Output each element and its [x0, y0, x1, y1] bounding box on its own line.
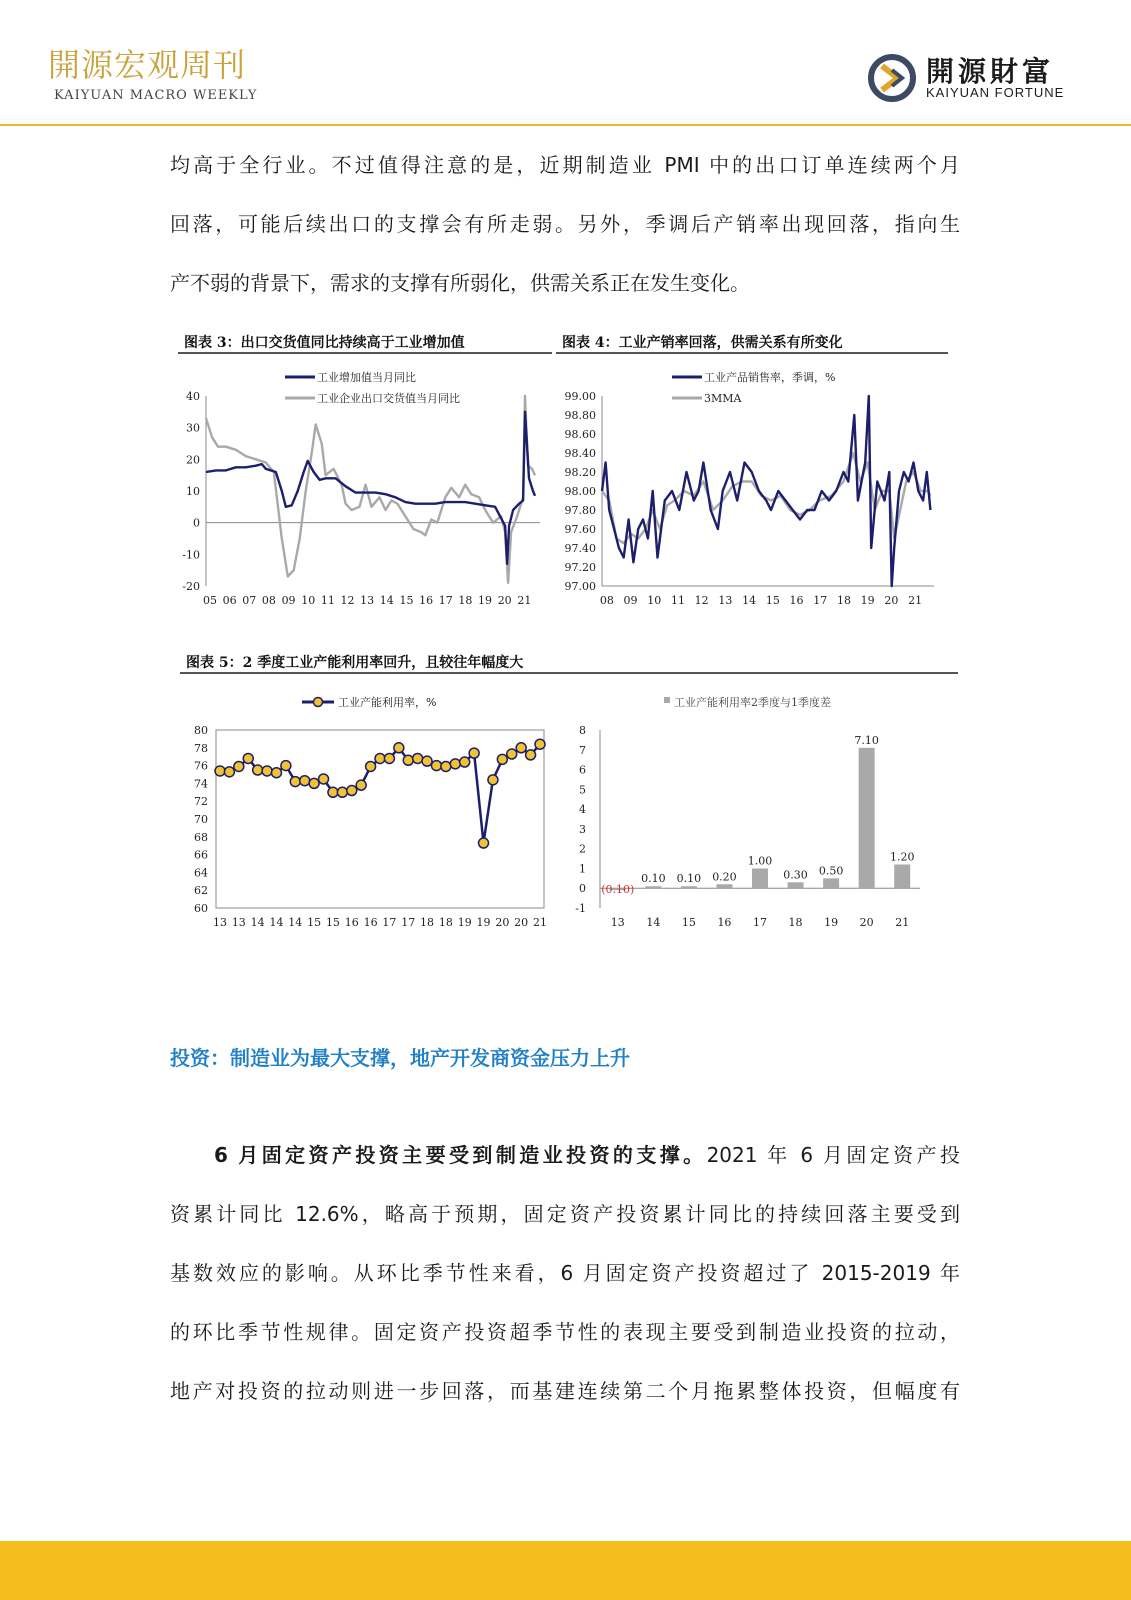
series-point	[535, 739, 545, 749]
fig5-left-chart	[180, 680, 550, 940]
x-tick-label: 14	[646, 916, 661, 929]
x-tick-label: 13	[231, 916, 246, 929]
x-tick-label: 18	[420, 916, 435, 929]
series-point	[479, 838, 489, 848]
x-tick-label: 21	[908, 594, 923, 607]
y-tick-label: 8	[579, 724, 586, 737]
bar-value-label: 7.10	[854, 733, 879, 747]
bar	[681, 886, 697, 888]
x-tick-label: 17	[401, 916, 416, 929]
fig4-chart	[556, 360, 948, 620]
x-tick-label: 16	[789, 594, 804, 607]
fig5-rule	[180, 672, 958, 674]
body-line: 基数效应的影响。从环比季节性来看，6 月固定资产投资超过了 2015-2019 年	[170, 1261, 960, 1285]
y-tick-label: 30	[186, 421, 200, 435]
x-tick-label: 15	[765, 594, 780, 607]
series-point	[243, 753, 253, 763]
x-tick-label: 21	[895, 916, 910, 929]
series-point	[309, 778, 319, 788]
x-tick-label: 05	[202, 594, 217, 607]
y-tick-label: 80	[194, 724, 208, 737]
bar	[716, 884, 732, 888]
y-tick-label: -1	[575, 902, 586, 915]
x-tick-label: 14	[379, 594, 394, 607]
intro-line: 产不弱的背景下，需求的支撑有所弱化，供需关系正在发生变化。	[170, 271, 750, 295]
series-point	[497, 754, 507, 764]
x-tick-label: 17	[813, 594, 828, 607]
bar-value-label: 0.50	[818, 864, 844, 878]
y-tick-label: 98.20	[564, 466, 596, 479]
y-tick-label: 99.00	[564, 390, 596, 403]
y-tick-label: 20	[186, 453, 200, 467]
x-tick-label: 13	[610, 916, 625, 929]
series-point	[469, 748, 479, 758]
series-point	[253, 765, 263, 775]
x-tick-label: 20	[495, 916, 510, 929]
header-subtitle: KAIYUAN MACRO WEEKLY	[54, 88, 258, 103]
x-tick-label: 11	[320, 594, 335, 607]
x-tick-label: 18	[438, 916, 453, 929]
x-tick-label: 14	[742, 594, 757, 607]
fig3-rule	[178, 352, 552, 354]
intro-paragraph	[170, 136, 960, 313]
y-tick-label: 97.00	[564, 580, 596, 593]
legend-label: 工业企业出口交货值当月同比	[317, 392, 460, 405]
series-point	[366, 761, 376, 771]
bar	[788, 882, 804, 888]
y-tick-label: 97.40	[564, 542, 596, 555]
y-tick-label: 60	[194, 902, 208, 915]
x-tick-label: 15	[307, 916, 322, 929]
fig3-chart	[178, 360, 552, 620]
y-tick-label: 98.80	[564, 409, 596, 422]
x-tick-label: 15	[325, 916, 340, 929]
legend-swatch	[664, 697, 670, 703]
series-point	[262, 766, 272, 776]
x-tick-label: 18	[788, 916, 803, 929]
x-tick-label: 09	[281, 594, 296, 607]
x-tick-label: 19	[457, 916, 472, 929]
series-point	[215, 766, 225, 776]
legend-label: 工业产能利用率，%	[338, 696, 437, 709]
series-point	[337, 787, 347, 797]
y-tick-label: 3	[579, 822, 586, 836]
fig4-title: 图表 4：工业产销率回落，供需关系有所变化	[562, 335, 843, 351]
x-tick-label: 16	[344, 916, 359, 929]
series-point	[356, 780, 366, 790]
legend-marker	[314, 698, 323, 707]
y-tick-label: -10	[182, 548, 200, 562]
y-tick-label: 0	[193, 516, 200, 530]
bar-value-label: 0.10	[641, 872, 666, 886]
y-tick-label: 76	[194, 759, 208, 773]
y-tick-label: 72	[194, 795, 208, 809]
logo-english: KAIYUAN FORTUNE	[926, 85, 1065, 100]
fig5-title: 图表 5：2 季度工业产能利用率回升，且较往年幅度大	[186, 655, 524, 671]
y-tick-label: 7	[579, 743, 586, 757]
series-point	[460, 757, 470, 767]
series-point	[488, 775, 498, 785]
y-tick-label: 1	[579, 862, 586, 876]
legend-label: 工业产品销售率，季调，%	[704, 371, 836, 384]
legend-label: 工业增加值当月同比	[317, 371, 416, 384]
x-tick-label: 21	[533, 916, 547, 929]
fig4-rule	[556, 352, 948, 354]
footer-bar	[0, 1541, 1131, 1600]
series-point	[450, 759, 460, 769]
x-tick-label: 19	[478, 594, 493, 607]
series-point	[300, 776, 310, 786]
x-tick-label: 11	[670, 594, 685, 607]
y-tick-label: 66	[194, 848, 208, 862]
x-tick-label: 10	[647, 594, 662, 607]
y-tick-label: 40	[186, 390, 200, 403]
series-point	[526, 750, 536, 760]
x-tick-label: 20	[884, 594, 899, 607]
y-tick-label: 10	[186, 485, 200, 498]
x-tick-label: 08	[599, 594, 614, 607]
body-bold-lead: 6 月固定资产投资主要受到制造业投资的支撑。	[214, 1143, 707, 1167]
x-tick-label: 12	[340, 594, 355, 607]
x-tick-label: 18	[836, 594, 851, 607]
series-point	[507, 749, 517, 759]
y-tick-label: 70	[194, 813, 208, 826]
bar	[645, 886, 661, 888]
series-point	[328, 787, 338, 797]
x-tick-label: 15	[681, 916, 696, 929]
x-tick-label: 07	[242, 594, 257, 607]
series-point	[403, 755, 413, 765]
series-point	[516, 743, 526, 753]
x-tick-label: 17	[753, 916, 767, 929]
body-line	[170, 1126, 960, 1185]
x-tick-label: 15	[399, 594, 414, 607]
x-tick-label: 14	[269, 916, 284, 929]
x-tick-label: 14	[250, 916, 265, 929]
x-tick-label: 17	[382, 916, 397, 929]
x-tick-label: 16	[363, 916, 378, 929]
body-line: 的环比季节性规律。固定资产投资超季节性的表现主要受到制造业投资的拉动，	[170, 1320, 960, 1344]
x-tick-label: 20	[859, 916, 874, 929]
x-tick-label: 13	[213, 916, 227, 929]
intro-line: 回落，可能后续出口的支撑会有所走弱。另外，季调后产销率出现回落，指向生	[170, 212, 960, 236]
series-point	[384, 753, 394, 763]
y-tick-label: 78	[194, 741, 208, 755]
x-tick-label: 06	[222, 594, 237, 607]
header-rule	[0, 124, 1131, 126]
body-paragraph	[170, 1126, 960, 1421]
bar-value-label: 1.20	[889, 850, 915, 864]
x-tick-label: 16	[717, 916, 732, 929]
y-tick-label: 68	[194, 830, 208, 844]
y-tick-label: 4	[579, 803, 586, 817]
intro-line: 均高于全行业。不过值得注意的是，近期制造业 PMI 中的出口订单连续两个月	[170, 153, 960, 177]
y-tick-label: 0	[579, 882, 586, 896]
bar	[859, 748, 875, 888]
y-tick-label: 97.20	[564, 561, 596, 574]
y-tick-label: 5	[579, 783, 586, 797]
fig5-right-chart	[560, 680, 958, 940]
body-line-rest: 2021 年 6 月固定资产投	[706, 1143, 960, 1167]
series-line	[206, 412, 535, 564]
series-point	[413, 753, 423, 763]
y-tick-label: 97.80	[564, 504, 596, 517]
x-tick-label: 19	[860, 594, 875, 607]
bar	[894, 864, 910, 888]
series-line	[206, 396, 535, 583]
y-tick-label: 98.60	[564, 428, 596, 441]
series-point	[431, 761, 441, 771]
logo-chinese: 開源財富	[926, 55, 1055, 88]
series-point	[441, 761, 451, 771]
header-title: 開源宏观周刊	[48, 46, 247, 84]
x-tick-label: 20	[497, 594, 512, 607]
body-line: 地产对投资的拉动则进一步回落，而基建连续第二个月拖累整体投资，但幅度有	[170, 1379, 960, 1403]
y-tick-label: 98.00	[564, 485, 596, 498]
body-line: 资累计同比 12.6%，略高于预期，固定资产投资累计同比的持续回落主要受到	[170, 1202, 960, 1226]
section-heading: 投资：制造业为最大支撑，地产开发商资金压力上升	[170, 1046, 630, 1070]
x-tick-label: 13	[718, 594, 733, 607]
y-tick-label: 74	[194, 777, 208, 791]
series-point	[394, 743, 404, 753]
legend-label: 工业产能利用率2季度与1季度差	[674, 696, 831, 709]
y-tick-label: 97.60	[564, 523, 596, 536]
bar	[752, 868, 768, 888]
x-tick-label: 19	[824, 916, 839, 929]
x-tick-label: 09	[623, 594, 638, 607]
series-point	[234, 761, 244, 771]
x-tick-label: 17	[438, 594, 453, 607]
legend-label: 3MMA	[704, 392, 742, 405]
bar-value-label: 0.20	[712, 870, 737, 884]
series-point	[347, 786, 357, 796]
series-point	[290, 777, 300, 787]
x-tick-label: 21	[517, 594, 532, 607]
y-tick-label: 98.40	[564, 447, 596, 460]
series-point	[281, 761, 291, 771]
x-tick-label: 10	[301, 594, 316, 607]
x-tick-label: 13	[360, 594, 375, 607]
series-point	[271, 768, 281, 778]
bar-value-label: 0.30	[783, 868, 808, 882]
y-tick-label: 6	[579, 763, 586, 777]
x-tick-label: 20	[514, 916, 529, 929]
x-tick-label: 16	[419, 594, 434, 607]
bar	[823, 878, 839, 888]
bar-value-label: 1.00	[747, 854, 773, 868]
x-tick-label: 08	[261, 594, 276, 607]
bar-value-label: 0.10	[676, 872, 702, 886]
series-line	[602, 396, 930, 586]
series-point	[319, 774, 329, 784]
y-tick-label: 2	[579, 842, 586, 856]
x-tick-label: 14	[288, 916, 303, 929]
y-tick-label: -20	[182, 580, 200, 593]
x-tick-label: 19	[476, 916, 491, 929]
series-point	[422, 756, 432, 766]
fig3-title: 图表 3：出口交货值同比持续高于工业增加值	[184, 335, 465, 351]
x-tick-label: 12	[694, 594, 709, 607]
y-tick-label: 64	[194, 866, 208, 880]
series-point	[375, 753, 385, 763]
y-tick-label: 62	[194, 884, 208, 898]
series-point	[224, 767, 234, 777]
bar-value-label: (0.10)	[601, 883, 635, 897]
x-tick-label: 18	[458, 594, 473, 607]
